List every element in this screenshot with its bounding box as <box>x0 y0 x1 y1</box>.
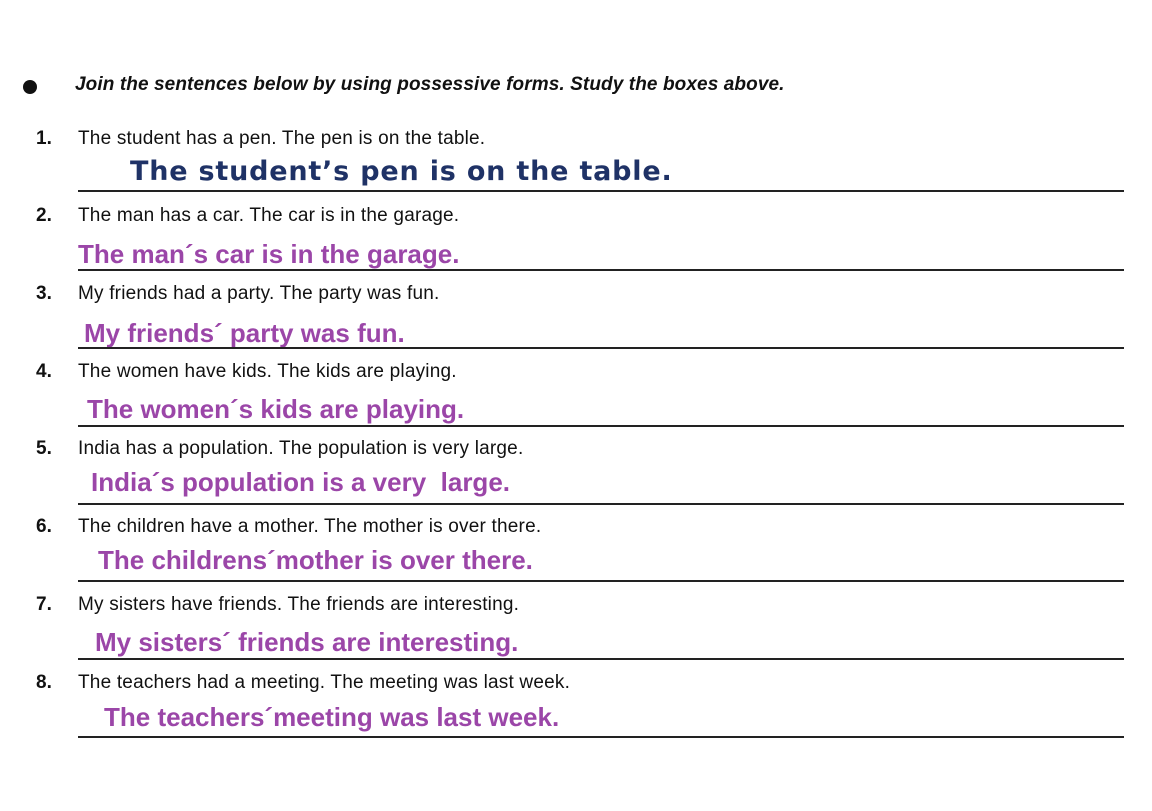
answer-line <box>78 580 1124 582</box>
item-answer[interactable]: India´s population is a very large. <box>91 467 510 497</box>
exercise-item-7 <box>0 594 1152 672</box>
item-number: 5. <box>36 438 52 459</box>
answer-line <box>78 736 1124 738</box>
exercise-item-1 <box>0 128 1152 206</box>
item-prompt: The man has a car. The car is in the garage. <box>78 205 460 226</box>
exercise-item-4 <box>0 361 1152 439</box>
item-prompt: India has a population. The population is very large. <box>78 438 524 459</box>
item-prompt: My friends had a party. The party was fun. <box>78 283 440 304</box>
item-number: 2. <box>36 205 52 226</box>
exercise-item-5 <box>0 438 1152 516</box>
answer-line <box>78 269 1124 271</box>
instruction-text: Join the sentences below by using possessive forms. Study the boxes above. <box>75 74 785 95</box>
item-number: 6. <box>36 516 52 537</box>
item-answer[interactable]: My sisters´ friends are interesting. <box>95 627 519 657</box>
answer-line <box>78 347 1124 349</box>
item-prompt: My sisters have friends. The friends are interesting. <box>78 594 520 615</box>
item-prompt: The student has a pen. The pen is on the table. <box>78 128 486 149</box>
answer-line <box>78 658 1124 660</box>
item-answer[interactable]: My friends´ party was fun. <box>84 318 405 348</box>
exercise-item-2 <box>0 205 1152 283</box>
answer-line <box>78 190 1124 192</box>
item-number: 1. <box>36 128 52 149</box>
answer-line <box>78 503 1124 505</box>
item-prompt: The children have a mother. The mother is over there. <box>78 516 542 537</box>
exercise-item-6 <box>0 516 1152 594</box>
item-number: 3. <box>36 283 52 304</box>
item-prompt: The teachers had a meeting. The meeting was last week. <box>78 672 571 693</box>
item-answer[interactable]: The man´s car is in the garage. <box>78 239 460 269</box>
exercise-item-8 <box>0 672 1152 750</box>
item-number: 4. <box>36 361 52 382</box>
item-number: 8. <box>36 672 52 693</box>
item-answer[interactable]: The childrens´mother is over there. <box>98 545 533 575</box>
bullet-icon <box>23 80 37 94</box>
item-answer[interactable]: The teachers´meeting was last week. <box>104 702 560 732</box>
item-number: 7. <box>36 594 52 615</box>
answer-line <box>78 425 1124 427</box>
exercise-item-3 <box>0 283 1152 361</box>
item-answer[interactable]: The women´s kids are playing. <box>87 394 465 424</box>
item-answer[interactable]: The student’s pen is on the table. <box>130 156 673 187</box>
item-prompt: The women have kids. The kids are playing. <box>78 361 457 382</box>
